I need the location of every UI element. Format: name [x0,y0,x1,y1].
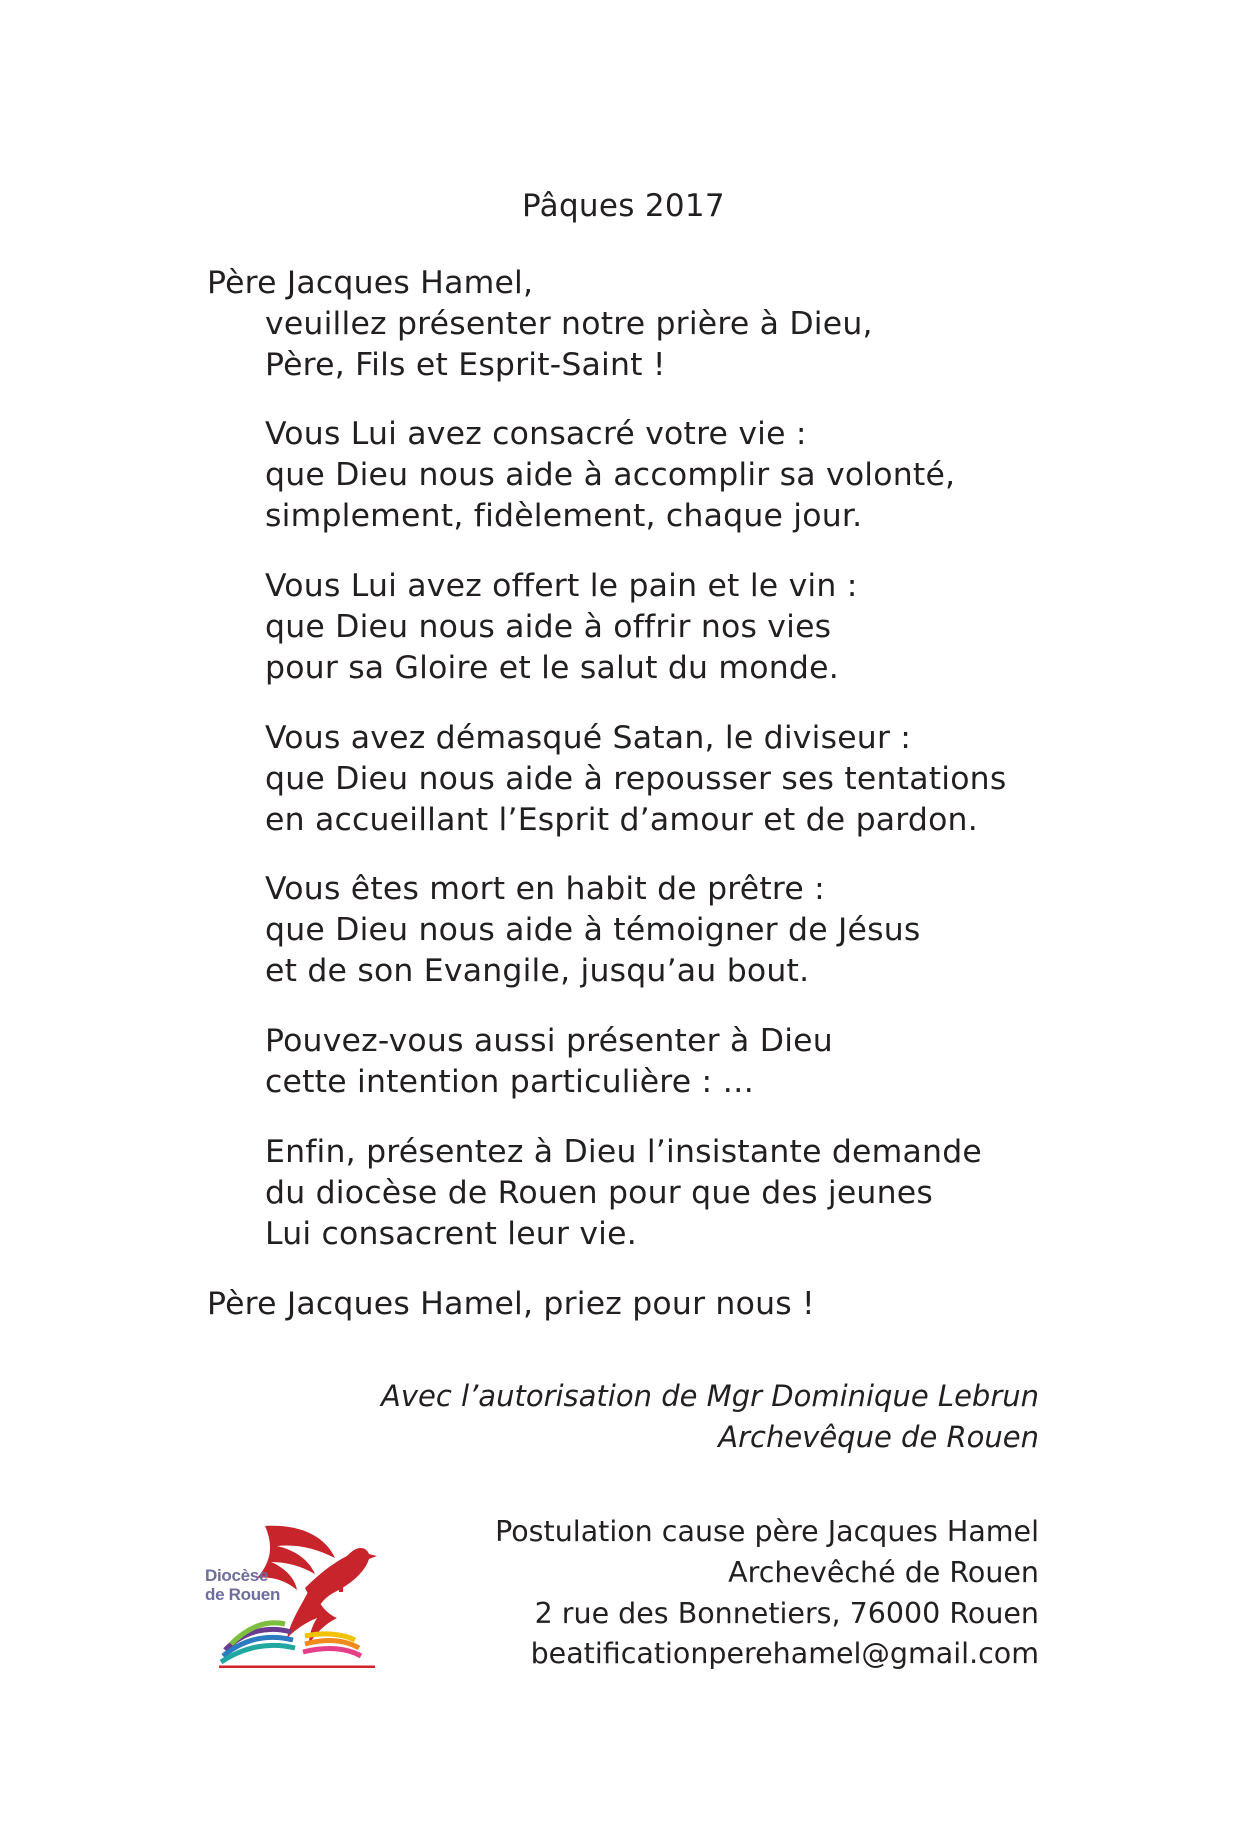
stanza-2-line-1: Vous Lui avez offert le pain et le vin : [265,568,858,604]
stanza-1-line-3: simplement, fidèlement, chaque jour. [265,498,863,534]
logo-text-line-1: Diocèse [205,1566,269,1585]
stanza-4-line-2: que Dieu nous aide à témoigner de Jésus [265,912,921,948]
authorization-line-2: Archevêque de Rouen [718,1420,1039,1454]
stanza-4-line-3: et de son Evangile, jusqu’au bout. [265,953,810,989]
prayer-opening: Père Jacques Hamel, [207,265,534,301]
stanza-1-line-1: Vous Lui avez consacré votre vie : [265,416,807,452]
stanza-5-line-1: Pouvez-vous aussi présenter à Dieu [265,1023,833,1059]
diocese-logo [205,1518,395,1668]
page-title: Pâques 2017 [522,188,725,224]
prayer-intro-line-1: veuillez présenter notre prière à Dieu, [265,306,873,342]
stanza-6-line-3: Lui consacrent leur vie. [265,1216,637,1252]
logo-text-line-2: de Rouen [205,1585,281,1604]
stanza-3-line-1: Vous avez démasqué Satan, le diviseur : [265,720,912,756]
stanza-2-line-2: que Dieu nous aide à offrir nos vies [265,609,832,645]
logo-text [205,1566,280,1604]
address-line-2: Archevêché de Rouen [728,1556,1039,1589]
stanza-3-line-3: en accueillant l’Esprit d’amour et de pardon. [265,802,978,838]
stanza-3-line-2: que Dieu nous aide à repousser ses tentations [265,761,1007,797]
stanza-2-line-3: pour sa Gloire et le salut du monde. [265,650,839,686]
stanza-1-line-2: que Dieu nous aide à accomplir sa volonté, [265,457,956,493]
address-line-1: Postulation cause père Jacques Hamel [495,1515,1039,1548]
address-line-3: 2 rue des Bonnetiers, 76000 Rouen [534,1597,1039,1630]
prayer-closing: Père Jacques Hamel, priez pour nous ! [207,1286,815,1322]
prayer-intro-line-2: Père, Fils et Esprit-Saint ! [265,347,666,383]
stanza-5-line-2: cette intention particulière : … [265,1064,755,1100]
stanza-4-line-1: Vous êtes mort en habit de prêtre : [265,871,825,907]
stanza-6-line-2: du diocèse de Rouen pour que des jeunes [265,1175,933,1211]
authorization-line-1: Avec l’autorisation de Mgr Dominique Lebrun [381,1379,1039,1413]
contact-email: beatificationperehamel@gmail.com [530,1637,1039,1670]
stanza-6-line-1: Enfin, présentez à Dieu l’insistante demande [265,1134,982,1170]
